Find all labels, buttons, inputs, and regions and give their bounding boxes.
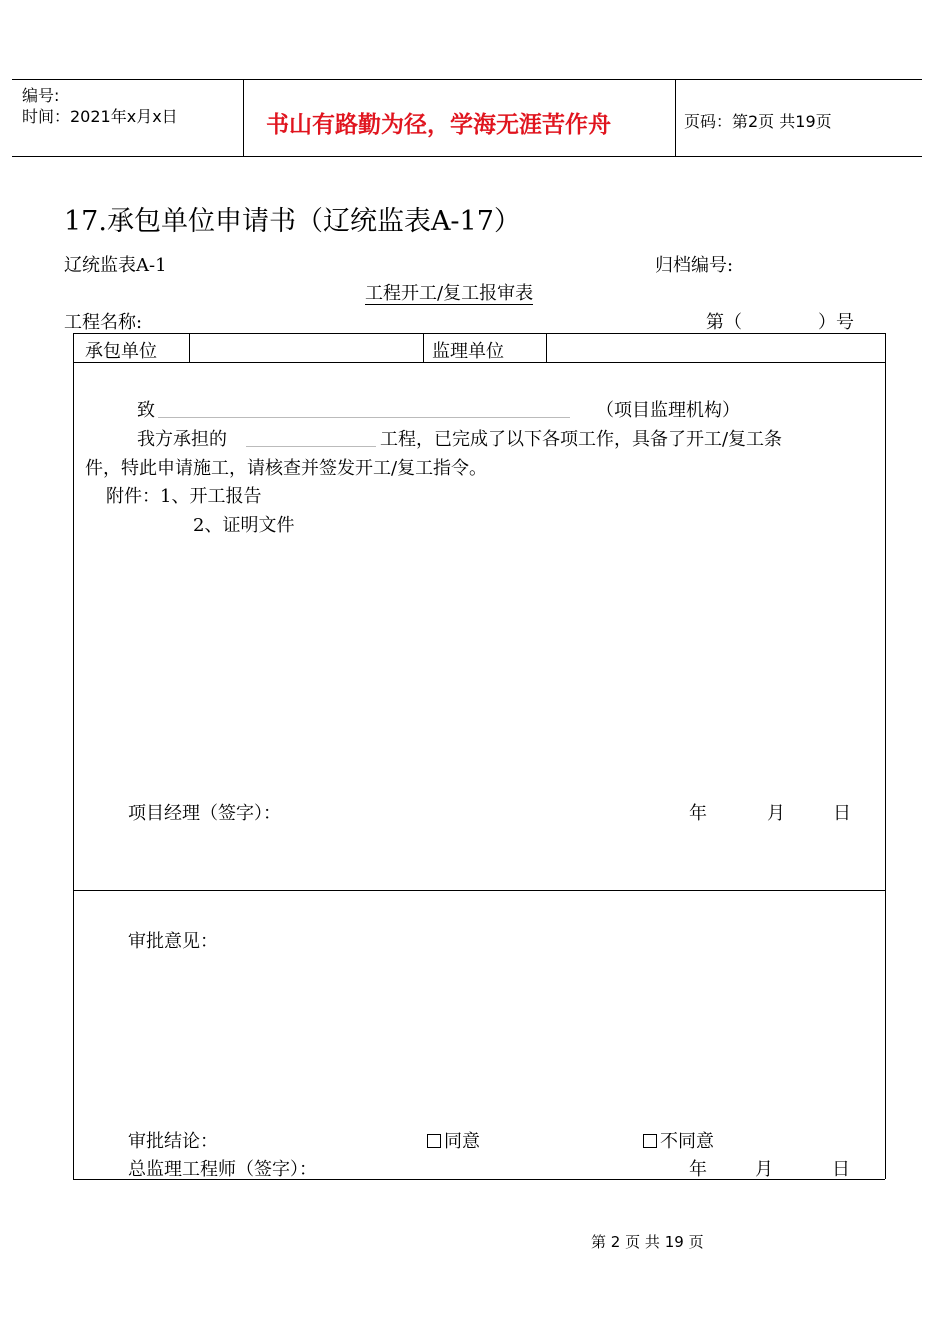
project-name-label: 工程名称: xyxy=(64,312,143,333)
header-motto: 书山有路勤为径，学海无涯苦作舟 xyxy=(266,111,611,138)
footer-page-mid: 页 共 xyxy=(625,1233,660,1251)
agree-label: 同意 xyxy=(444,1131,480,1152)
chief-date-month: 月 xyxy=(755,1159,773,1180)
header-divider-left xyxy=(243,79,244,156)
section-title: 17.承包单位申请书（辽统监表A-17） xyxy=(64,206,521,237)
body-line1-suffix: 工程，已完成了以下各项工作，具备了开工/复工条 xyxy=(380,429,783,450)
serial-suffix: ）号 xyxy=(818,312,854,333)
header-time-label: 时间：2021年x月x日 xyxy=(22,107,178,126)
disagree-checkbox-option[interactable] xyxy=(643,1127,714,1153)
disagree-label: 不同意 xyxy=(660,1131,714,1152)
header-divider-right xyxy=(675,79,676,156)
approval-conclusion-label: 审批结论： xyxy=(128,1131,218,1152)
footer-page-prefix: 第 xyxy=(591,1233,607,1251)
chief-engineer-sign: 总监理工程师（签字）： xyxy=(128,1159,317,1180)
agree-checkbox[interactable] xyxy=(427,1134,441,1148)
header-page-info: 页码：第2页 共19页 xyxy=(684,112,832,131)
disagree-checkbox[interactable] xyxy=(643,1134,657,1148)
agree-checkbox-option[interactable] xyxy=(427,1127,480,1153)
body-line1-prefix: 我方承担的 xyxy=(137,429,227,450)
header-number-label: 编号: xyxy=(22,86,60,105)
body-line2: 件，特此申请施工，请核查并签发开工/复工指令。 xyxy=(85,458,488,479)
to-recipient-blank[interactable] xyxy=(158,397,570,418)
table-left-border xyxy=(73,333,74,1179)
pm-date-year: 年 xyxy=(689,803,707,824)
contractor-value-cell[interactable] xyxy=(190,334,422,361)
project-name-blank[interactable] xyxy=(246,426,376,447)
header-top-rule xyxy=(12,79,922,80)
supervisor-label: 监理单位 xyxy=(432,341,504,362)
approval-opinion-label: 审批意见： xyxy=(128,931,218,952)
project-manager-sign: 项目经理（签字）： xyxy=(128,803,281,824)
form-code: 辽统监表A-1 xyxy=(64,255,167,276)
pm-date-month: 月 xyxy=(767,803,785,824)
attachment-1: 附件：1、开工报告 xyxy=(106,486,262,507)
form-title xyxy=(365,279,533,305)
serial-prefix: 第（ xyxy=(706,312,742,333)
to-suffix: （项目监理机构） xyxy=(596,400,740,421)
chief-date-day: 日 xyxy=(832,1159,850,1180)
to-prefix: 致 xyxy=(137,400,155,421)
table-right-border xyxy=(885,333,886,1179)
footer-page-current: 2 xyxy=(610,1233,621,1251)
form-title-text: 工程开工/复工报审表 xyxy=(365,283,534,304)
footer-page-suffix: 页 xyxy=(688,1233,704,1251)
footer-page-number xyxy=(591,1231,704,1252)
pm-date-day: 日 xyxy=(833,803,851,824)
table-row2-border xyxy=(73,890,885,891)
archive-number-label: 归档编号: xyxy=(655,255,734,276)
contractor-label: 承包单位 xyxy=(85,341,157,362)
chief-date-year: 年 xyxy=(689,1159,707,1180)
footer-page-total: 19 xyxy=(664,1233,684,1251)
attachment-2: 2、证明文件 xyxy=(193,515,295,536)
table-col-divider-2 xyxy=(423,333,424,362)
supervisor-value-cell[interactable] xyxy=(547,334,884,361)
header-bottom-rule xyxy=(12,156,922,157)
